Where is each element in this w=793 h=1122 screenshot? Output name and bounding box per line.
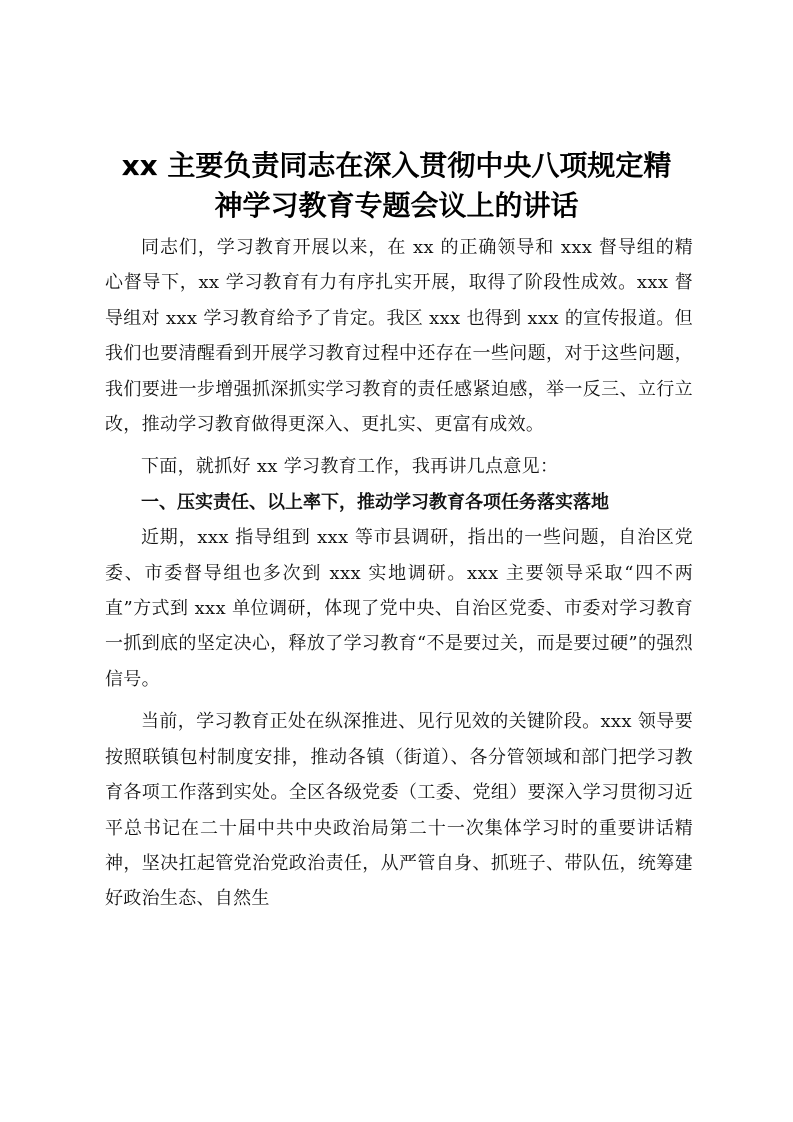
document-title (100, 146, 693, 226)
paragraph-opening: 同志们，学习教育开展以来，在 xx 的正确领导和 xxx 督导组的精心督导下，xx 学习教育有力有序扎实开展，取得了阶段性成效。xxx 督导组对 xxx 学习教育给予了肯定。我区 xxx 也得到 xxx 的宣传报道。但我们也要清醒看到开展学习教育过程中还存在一些问题，对于这些问题，我们要进一步增强抓深抓实学习教育的责任感紧迫感，举一反三、立行立改，推动学习教育做得更深入、更扎实、更富有成效。 (105, 237, 693, 436)
title-line-1: xx 主要负责同志在深入贯彻中央八项规定精 (121, 149, 672, 182)
section-heading-1: 一、压实责任、以上率下，推动学习教育各项任务落实落地 (141, 491, 609, 513)
paragraph-section1-a: 近期，xxx 指导组到 xxx 等市县调研，指出的一些问题，自治区党委、市委督导组也多次到 xxx 实地调研。xxx 主要领导采取“四不两直”方式到 xxx 单位调研，体现了党中央、自治区党委、市委对学习教育一抓到底的坚定决心，释放了学习教育“不是要过关，而是要过硬”的强烈信号。 (105, 527, 693, 690)
title-line-2: 神学习教育专题会议上的讲话 (214, 189, 579, 222)
document-body (105, 230, 693, 917)
paragraph-intro: 下面，就抓好 xx 学习教育工作，我再讲几点意见： (141, 456, 559, 478)
paragraph-section1-b: 当前，学习教育正处在纵深推进、见行见效的关键阶段。xxx 领导要按照联镇包村制度安排，推动各镇（街道）、各分管领域和部门把学习教育各项工作落到实处。全区各级党委（工委、党组）要深入学习贯彻习近平总书记在二十届中共中央政治局第二十一次集体学习时的重要讲话精神，坚决扛起管党治党政治责任，从严管自身、抓班子、带队伍，统筹建好政治生态、自然生 (105, 711, 693, 910)
